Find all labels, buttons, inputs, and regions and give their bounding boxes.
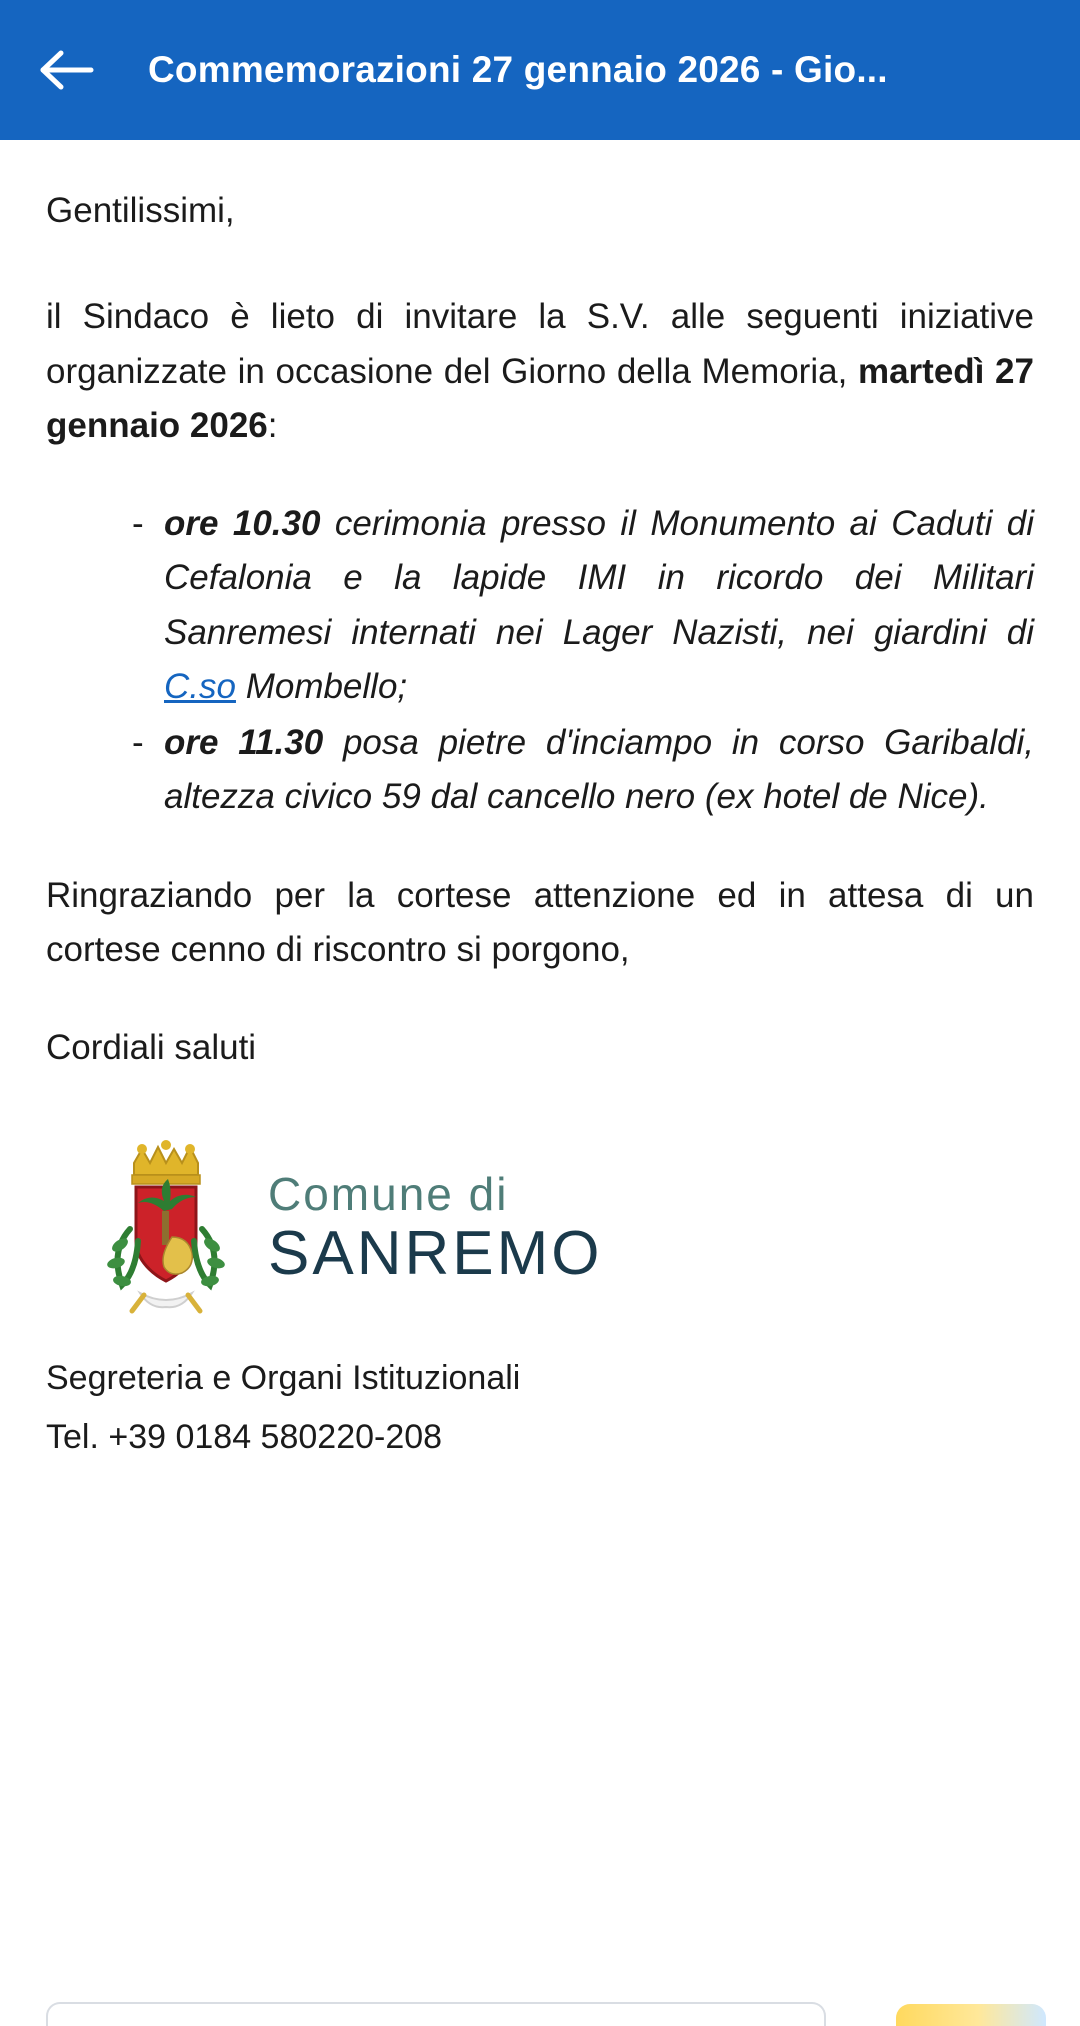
signature-phone: Tel. +39 0184 580220-208 [46, 1418, 443, 1457]
regards-text: Cordiali saluti [46, 1028, 257, 1067]
address-link[interactable]: C.so [164, 666, 236, 706]
bullet-marker: - [132, 723, 144, 762]
closing-paragraph: Ringraziando per la cortese attenzione ed in attesa di un cortese cenno di riscontro si porgono, [46, 875, 1034, 969]
bullet-content [164, 716, 1034, 825]
event-text-after-link: Mombello; [235, 666, 408, 706]
list-item [46, 716, 1034, 825]
email-body [0, 140, 1080, 1463]
signature-office: Segreteria e Organi Istituzionali [46, 1359, 521, 1398]
signature-block [46, 1353, 1034, 1463]
page-title: Commemorazioni 27 gennaio 2026 - Gio... [148, 49, 888, 90]
event-text-before-link: cerimonia presso il Monumento ai Caduti di Cefalonia e la lapide IMI in ricordo dei Militari Sanremesi internati nei Lager Nazisti, nei giardini di [164, 504, 1034, 652]
greeting-text: Gentilissimi, [46, 191, 235, 230]
bullet-content [164, 497, 1034, 714]
intro-paragraph [46, 290, 1034, 453]
event-text-before-link: posa pietre d'inciampo in corso Garibaldi, altezza civico 59 dal cancello nero (ex hotel de Nice). [164, 723, 1034, 817]
comune-line2: SANREMO [268, 1219, 603, 1289]
intro-text-part2: : [267, 405, 278, 445]
sanremo-coat-of-arms-icon [86, 1133, 246, 1323]
bottom-strip [0, 2000, 1080, 2026]
app-bar [0, 0, 1080, 140]
intro-text-part1: il Sindaco è lieto di invitare la S.V. alle seguenti iniziative organizzate in occasione del Giorno della Memoria, [46, 297, 1034, 391]
arrow-left-icon [39, 48, 95, 92]
event-time: ore 10.30 [164, 504, 321, 543]
list-item [46, 497, 1034, 714]
bullet-marker: - [132, 504, 144, 543]
back-button[interactable] [24, 27, 110, 113]
comune-wordmark [268, 1168, 603, 1289]
comune-logo [86, 1133, 1034, 1323]
comune-line1: Comune di [268, 1168, 509, 1221]
event-time: ore 11.30 [164, 723, 324, 762]
intro-bold-date: martedì 27 gennaio 2026 [46, 351, 1034, 445]
event-list [46, 497, 1034, 825]
compose-fab[interactable] [896, 2004, 1046, 2026]
reply-bar[interactable] [46, 2002, 826, 2026]
